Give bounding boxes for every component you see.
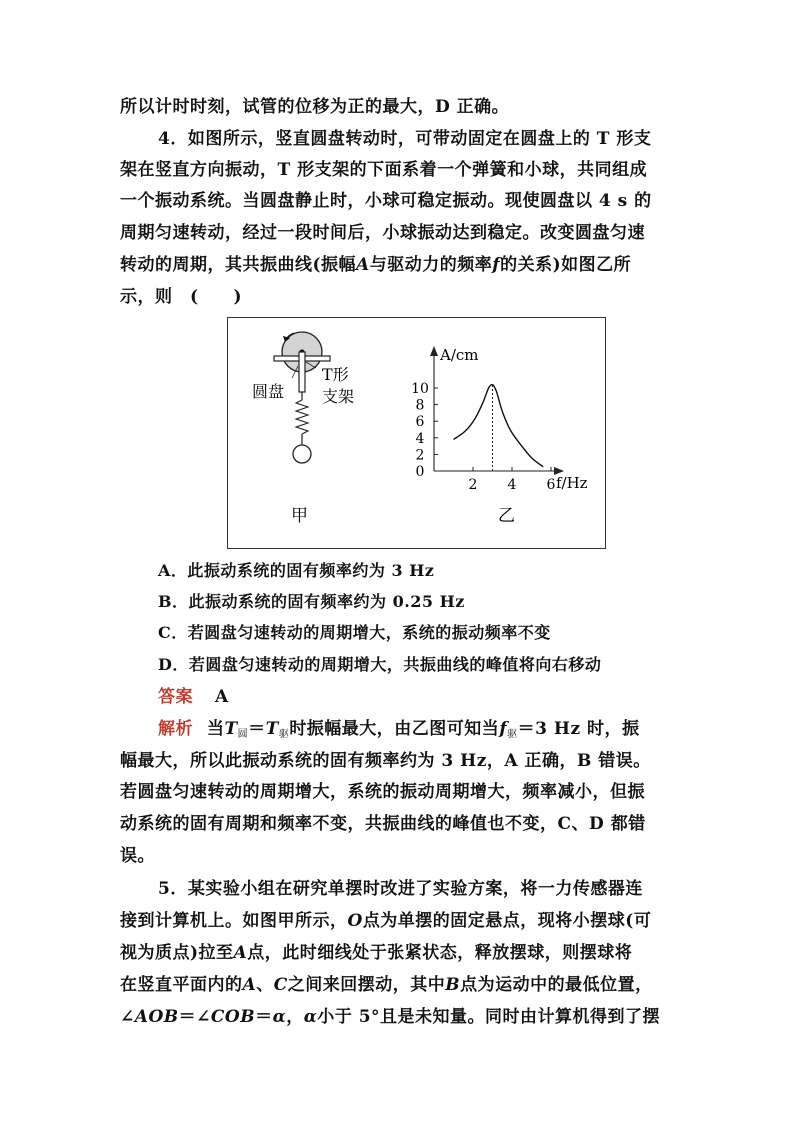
text-span: 点，此时细线处于张紧状态，释放摆球，则摆球将 [247,943,633,963]
option-c: C．若圆盘匀速转动的周期增大，系统的振动频率不变 [158,623,551,642]
x-tick-label: 6 [546,477,556,493]
analysis-label: 解析 [158,719,193,739]
question-4-line: 周期匀速转动，经过一段时间后，小球振动达到稳定。改变圆盘匀速 [120,223,645,243]
text-span: 的关系)如图乙所 [500,255,632,275]
text-span: 当 [207,719,225,739]
analysis-line [158,718,676,746]
italic-AOB: AOB [134,1007,179,1027]
analysis-line: 动系统的固有周期和频率不变，共振曲线的峰值也不变，C、D 都错 [120,814,646,834]
italic-A: A [233,943,248,963]
option-a: A．此振动系统的固有频率约为 3 Hz [158,561,435,580]
question-5-line [120,910,676,932]
text-span: 之间来回摆动，其中 [287,975,446,995]
text-span: 、 [256,975,274,995]
figure-svg [228,318,605,548]
label-t-frame-2: 支架 [322,387,355,406]
subscript: 圆 [237,729,249,740]
option-d: D．若圆盘匀速转动的周期增大，共振曲线的峰值将向右移动 [158,655,602,674]
question-4-line: 一个振动系统。当圆盘静止时，小球可稳定振动。现使圆盘以 4 s 的 [120,191,652,211]
apparatus-jia [252,332,354,526]
analysis-line: 误。 [120,846,155,866]
analysis-line: 幅最大，所以此振动系统的固有频率约为 3 Hz，A 正确，B 错误。 [120,751,651,771]
text-span: ＝3 Hz 时，振 [517,719,640,739]
text-span: 视为质点)拉至 [120,943,234,963]
subscript: 驱 [507,729,518,740]
text-span: 时振幅最大，由乙图可知当 [289,719,500,739]
question-5-line: 5．某实验小组在研究单摆时改进了实验方案，将一力传感器连 [158,879,643,899]
spring-shape [296,400,308,434]
figure-box [227,317,606,549]
y-tick-label: 4 [415,430,425,447]
x-tick-label: 2 [468,477,478,493]
caption-yi: 乙 [498,506,515,526]
text-span: 点为运动中的最低位置， [460,975,653,995]
analysis-line: 若圆盘匀速转动的周期增大，系统的振动周期增大，频率减小，但振 [120,782,645,802]
y-tick-label: 10 [411,381,429,397]
question-4-line: 示，则 ( ) [120,287,243,307]
option-b: B．此振动系统的固有频率约为 0.25 Hz [158,592,465,611]
text-span: ＝ [255,1007,273,1027]
text-span: 点为单摆的固定悬点，现将小摆球(可 [362,911,652,931]
answer-label: 答案 [158,687,193,707]
italic-A: A [356,255,370,275]
italic-T: T [265,719,279,739]
text-span: 转动的周期，其共振曲线(振幅 [120,255,357,275]
question-4-line: 架在竖直方向振动，T 形支架的下面系着一个弹簧和小球，共同组成 [120,160,648,180]
question-4-line: 4．如图所示，竖直圆盘转动时，可带动固定在圆盘上的 T 形支 [158,129,652,149]
italic-alpha: α [303,1007,318,1027]
resonance-chart [411,346,588,526]
y-tick-label: 8 [415,397,425,414]
t-frame-bar [299,352,305,392]
text-span: 小于 5°且是未知量。同时由计算机得到了摆 [317,1007,661,1027]
ball-shape [293,445,311,463]
text-span: ， [286,1007,304,1027]
question-4-line [120,254,676,276]
italic-COB: COB [210,1007,256,1027]
question-5-line [120,974,676,996]
text-span: ＝∠ [178,1007,211,1027]
italic-f: f [499,719,508,739]
italic-O: O [347,911,363,931]
answer-value: A [215,687,229,707]
text-span: 与驱动力的频率 [369,255,493,275]
y-tick-label: 0 [415,464,425,480]
text-span: 在竖直平面内的 [120,975,243,995]
text-line: 所以计时时刻，试管的位移为正的最大，D 正确。 [120,97,510,117]
y-tick-label: 6 [415,414,425,431]
x-axis-label: f/Hz [556,474,588,492]
resonance-curve [454,385,544,467]
italic-C: C [273,975,288,995]
label-t-frame-1: T形 [322,365,349,384]
italic-A: A [242,975,257,995]
subscript: 驱 [278,729,290,740]
italic-B: B [445,975,461,995]
italic-alpha: α [272,1007,287,1027]
italic-T: T [224,719,238,739]
x-tick-label: 4 [507,477,517,493]
text-span: ＝ [248,719,266,739]
question-5-line [120,942,676,964]
text-span: 接到计算机上。如图甲所示， [120,911,348,931]
caption-jia: 甲 [291,506,308,526]
text-span: ∠ [120,1007,135,1027]
italic-f: f [492,255,501,275]
y-tick-label: 2 [415,447,425,464]
label-disk: 圆盘 [252,382,285,401]
question-5-line [120,1006,676,1028]
y-axis-label: A/cm [440,346,479,364]
answer-line [158,686,676,708]
y-axis-arrow [430,346,438,356]
